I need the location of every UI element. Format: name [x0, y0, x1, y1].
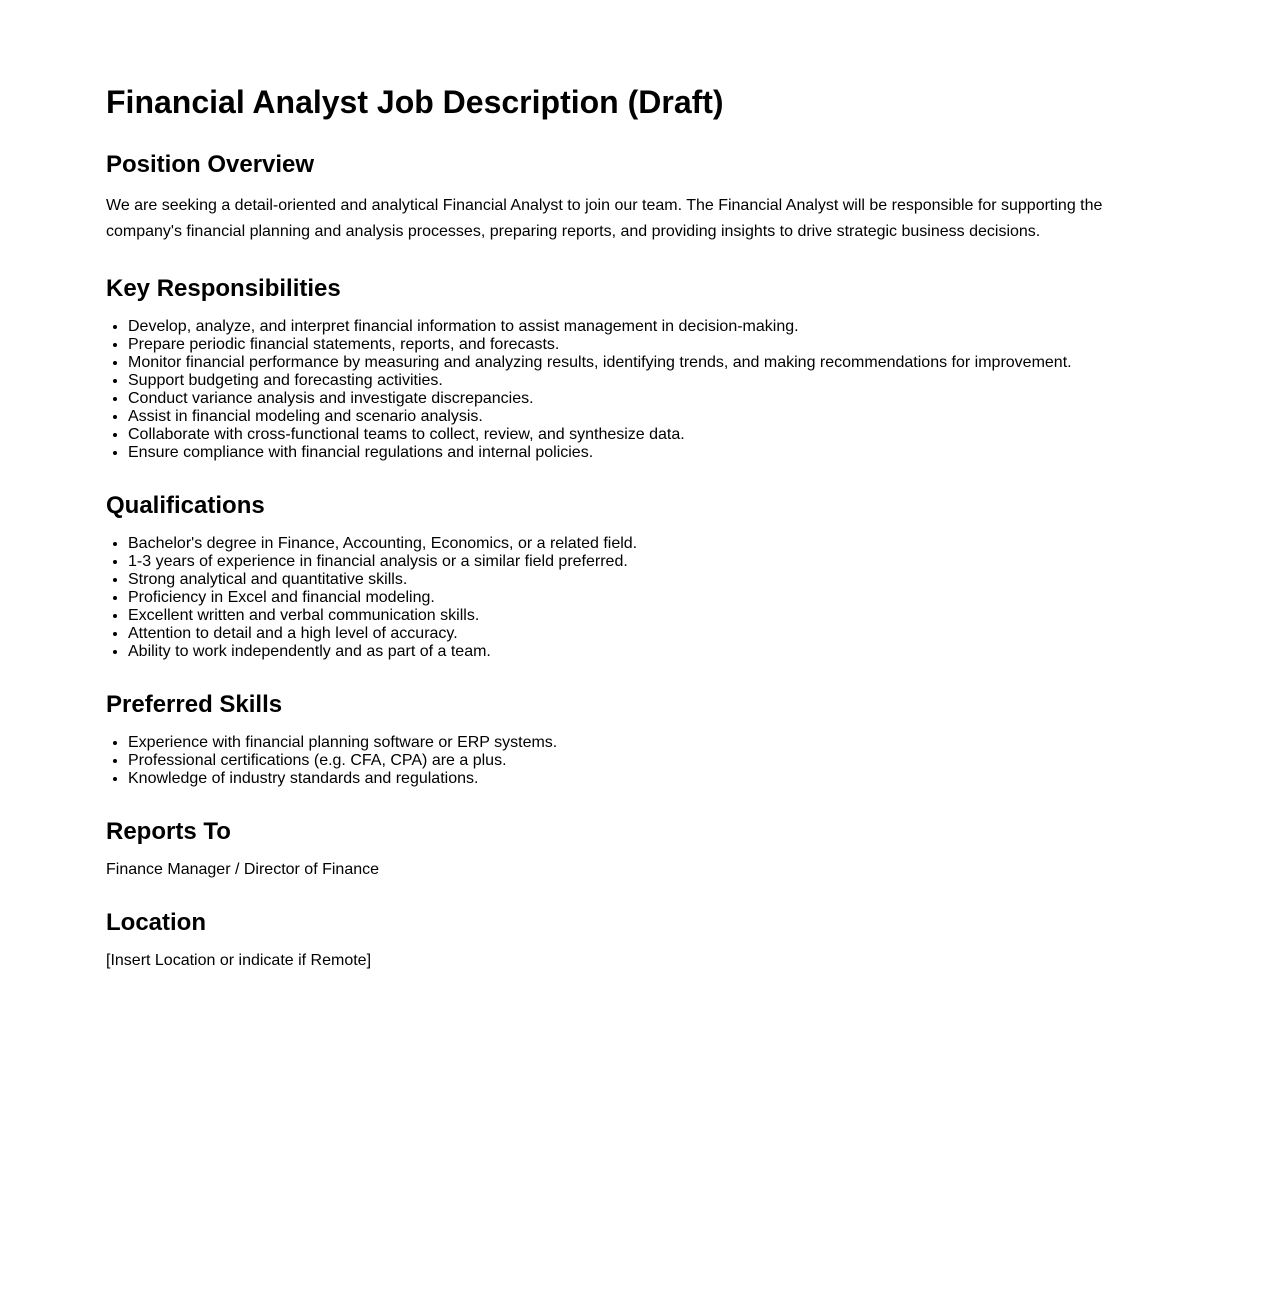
list-item: • Bachelor's degree in Finance, Accounting, Economics, or a related field. [128, 535, 1172, 553]
list-item: • Knowledge of industry standards and regulations. [128, 770, 1172, 788]
list-item: • Attention to detail and a high level of accuracy. [128, 625, 1172, 643]
list-item: • Experience with financial planning software or ERP systems. [128, 734, 1172, 752]
list-item: • Support budgeting and forecasting activities. [128, 372, 1172, 390]
overview-heading: Position Overview [106, 151, 315, 178]
list-item: • Assist in financial modeling and scenario analysis. [128, 408, 1172, 426]
reports-to-text: Finance Manager / Director of Finance [106, 861, 380, 878]
skills-heading: Preferred Skills [106, 691, 283, 718]
location-heading: Location [106, 909, 206, 936]
list-item: • Proficiency in Excel and financial modeling. [128, 589, 1172, 607]
list-item: • Strong analytical and quantitative skills. [128, 571, 1172, 589]
list-item: • Conduct variance analysis and investigate discrepancies. [128, 390, 1172, 408]
list-item: • Prepare periodic financial statements, reports, and forecasts. [128, 336, 1172, 354]
qualifications-heading: Qualifications [106, 492, 265, 519]
skills-list [106, 734, 1172, 788]
list-item: • Professional certifications (e.g. CFA, CPA) are a plus. [128, 752, 1172, 770]
overview-text: We are seeking a detail-oriented and analytical Financial Analyst to join our team. The Financial Analyst will be responsible for supporting the company's financial planning and analysis processes, preparing reports, and providing insights to drive strategic business decisions. [106, 197, 1103, 240]
reports-to-heading: Reports To [106, 818, 231, 845]
list-item: • Develop, analyze, and interpret financial information to assist management in decision-making. [128, 318, 1172, 336]
list-item: • Ensure compliance with financial regulations and internal policies. [128, 444, 1172, 462]
list-item: • Excellent written and verbal communication skills. [128, 607, 1172, 625]
list-item: • Collaborate with cross-functional teams to collect, review, and synthesize data. [128, 426, 1172, 444]
responsibilities-list [106, 318, 1172, 462]
location-text: [Insert Location or indicate if Remote] [106, 952, 372, 969]
page-title: Financial Analyst Job Description (Draft) [106, 84, 724, 120]
qualifications-list [106, 535, 1172, 661]
list-item: • 1-3 years of experience in financial analysis or a similar field preferred. [128, 553, 1172, 571]
list-item: • Monitor financial performance by measuring and analyzing results, identifying trends, and making recommendations for improvement. [128, 354, 1172, 372]
list-item: • Ability to work independently and as part of a team. [128, 643, 1172, 661]
responsibilities-heading: Key Responsibilities [106, 275, 341, 302]
